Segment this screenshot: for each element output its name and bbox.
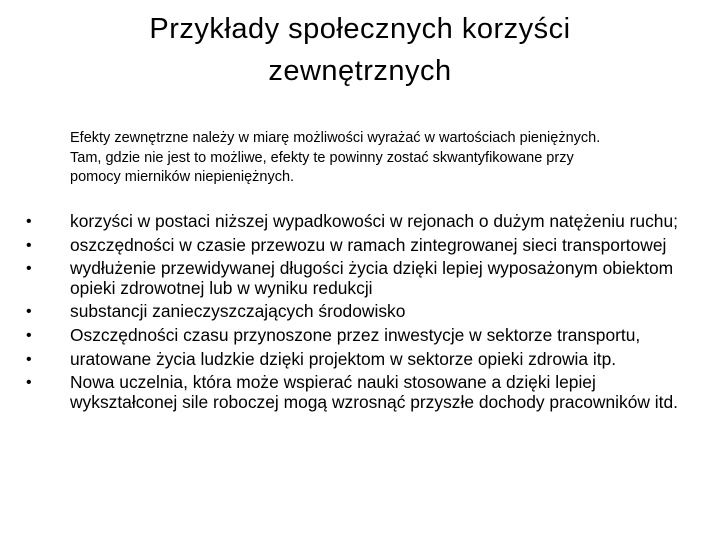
bullet-marker: • [26,213,32,230]
bullet-item-2 [26,236,706,256]
slide-title [60,8,660,92]
bullet-list [26,212,706,416]
bullet-marker: • [26,350,32,368]
bullet-item-3 [26,259,706,298]
intro-line-1: Efekty zewnętrzne należy w miarę możliwości wyrażać w wartościach pieniężnych. [70,130,601,146]
bullet-text: oszczędności w czasie przewozu w ramach zintegrowanej sieci transportowej [70,234,667,255]
bullet-item-5 [26,326,706,346]
bullet-text: uratowane życia ludzkie dzięki projektom w sektorze opieki zdrowia itp. [70,348,617,369]
bullet-marker: • [26,303,32,321]
bullet-text: substancji zanieczyszczających środowisko [70,301,406,322]
bullet-text: Oszczędności czasu przynoszone przez inwestycje w sektorze transportu, [70,324,641,345]
bullet-text: Nowa uczelnia, która może wspierać nauki stosowane a dzięki lepiej wykształconej sile roboczej mogą wzrosnąć przyszłe dochody pracowników itd. [70,372,678,412]
bullet-marker: • [26,260,32,278]
bullet-text: wydłużenie przewidywanej długości życia dzięki lepiej wyposażonym obiektom opieki zdrowotnej lub w wyniku redukcji [70,258,674,298]
bullet-item-4 [26,302,706,322]
slide-title-line-2: zewnętrznych [268,55,452,87]
bullet-marker: • [26,374,32,392]
bullet-item-7 [26,373,706,412]
bullet-marker: • [26,326,32,344]
bullet-text: korzyści w postaci niższej wypadkowości w rejonach o dużym natężeniu ruchu; [70,211,678,231]
bullet-item-6 [26,350,706,370]
intro-line-2: Tam, gdzie nie jest to możliwe, efekty te powinny zostać skwantyfikowane przy [70,149,574,166]
slide-title-line-1: Przykłady społecznych korzyści [149,13,571,45]
intro-paragraph [70,129,710,188]
bullet-item-1 [26,212,706,232]
bullet-marker: • [26,236,32,254]
intro-line-3: pomocy mierników niepieniężnych. [70,169,295,185]
